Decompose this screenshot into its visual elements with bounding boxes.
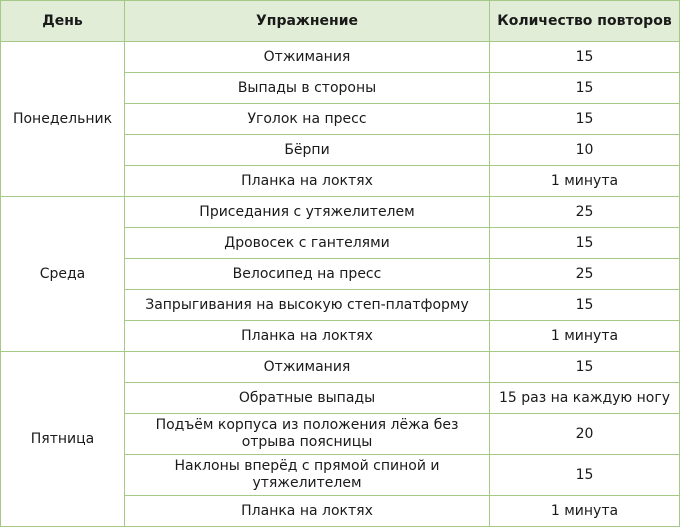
exercise-cell: Уголок на пресс (125, 104, 490, 135)
reps-cell: 15 (490, 352, 680, 383)
reps-cell: 1 минута (490, 321, 680, 352)
table-row (1, 352, 680, 383)
header-reps: Количество повторов (490, 1, 680, 42)
header-row (1, 1, 680, 42)
exercise-cell: Приседания с утяжелителем (125, 197, 490, 228)
reps-cell: 1 минута (490, 496, 680, 527)
reps-cell: 15 (490, 290, 680, 321)
exercise-cell: Наклоны вперёд с прямой спиной и утяжелителем (125, 455, 490, 496)
day-cell-monday: Понедельник (1, 42, 125, 197)
reps-cell: 20 (490, 414, 680, 455)
table-row (1, 42, 680, 73)
reps-cell: 25 (490, 197, 680, 228)
reps-cell: 15 (490, 228, 680, 259)
exercise-cell: Планка на локтях (125, 166, 490, 197)
exercise-cell: Отжимания (125, 42, 490, 73)
reps-cell: 10 (490, 135, 680, 166)
reps-cell: 15 (490, 104, 680, 135)
exercise-cell: Подъём корпуса из положения лёжа без отрыва поясницы (125, 414, 490, 455)
reps-cell: 15 (490, 455, 680, 496)
reps-cell: 1 минута (490, 166, 680, 197)
exercise-cell: Запрыгивания на высокую степ-платформу (125, 290, 490, 321)
exercise-cell: Планка на локтях (125, 321, 490, 352)
header-day: День (1, 1, 125, 42)
day-cell-friday: Пятница (1, 352, 125, 527)
exercise-cell: Выпады в стороны (125, 73, 490, 104)
exercise-cell: Бёрпи (125, 135, 490, 166)
exercise-cell: Обратные выпады (125, 383, 490, 414)
reps-cell: 15 (490, 73, 680, 104)
reps-cell: 15 (490, 42, 680, 73)
header-exercise: Упражнение (125, 1, 490, 42)
reps-cell: 25 (490, 259, 680, 290)
exercise-cell: Велосипед на пресс (125, 259, 490, 290)
exercise-cell: Дровосек с гантелями (125, 228, 490, 259)
exercise-cell: Отжимания (125, 352, 490, 383)
day-cell-wednesday: Среда (1, 197, 125, 352)
reps-cell: 15 раз на каждую ногу (490, 383, 680, 414)
table-row (1, 197, 680, 228)
exercise-cell: Планка на локтях (125, 496, 490, 527)
